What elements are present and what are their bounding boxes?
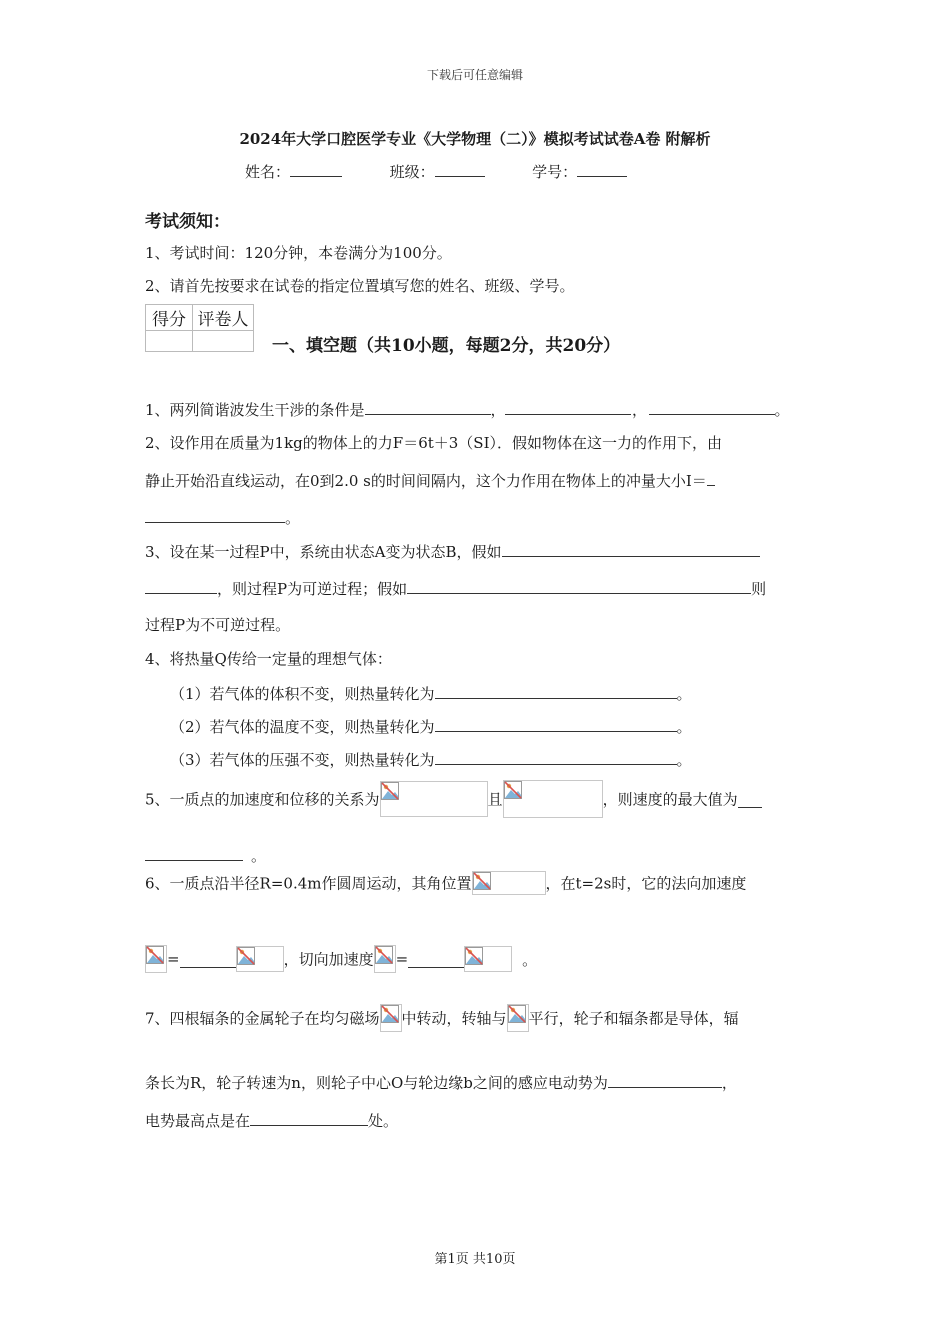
question-5-line-2: 。 bbox=[145, 844, 266, 866]
name-field[interactable] bbox=[290, 160, 342, 177]
q3-blank-2[interactable] bbox=[407, 577, 751, 594]
question-1 bbox=[145, 398, 790, 420]
normal-acceleration-icon bbox=[145, 945, 167, 973]
score-table bbox=[145, 304, 254, 352]
q2-blank-start[interactable] bbox=[707, 469, 715, 486]
q3-blank-1[interactable] bbox=[502, 540, 760, 557]
id-label: 学号： bbox=[532, 163, 578, 181]
q1-blank-2[interactable] bbox=[505, 398, 631, 415]
question-3-line-2: ，则过程P为可逆过程；假如 则 bbox=[145, 577, 766, 599]
question-3-line-1: 3、设在某一过程P中，系统由状态A变为状态B，假如 bbox=[145, 540, 760, 562]
q1-text: 1、两列简谐波发生干涉的条件是 bbox=[145, 401, 365, 419]
score-cell[interactable] bbox=[146, 331, 193, 352]
q3-blank-1-cont[interactable] bbox=[145, 577, 217, 594]
q4-blank-3[interactable] bbox=[435, 748, 677, 765]
class-label: 班级： bbox=[389, 163, 435, 181]
q6-blank-2[interactable] bbox=[408, 951, 464, 968]
formula-image-icon bbox=[464, 946, 512, 972]
q1-blank-3[interactable] bbox=[649, 398, 775, 415]
question-7-line-1: 7、四根辐条的金属轮子在均匀磁场 中转动，转轴与 平行，轮子和辐条都是导体，辐 bbox=[145, 1004, 739, 1032]
grader-header: 评卷人 bbox=[193, 305, 254, 331]
formula-image-icon bbox=[236, 946, 284, 972]
tangential-acceleration-icon bbox=[374, 945, 396, 973]
notice-title: 考试须知： bbox=[145, 212, 230, 232]
formula-image-icon bbox=[380, 781, 488, 817]
name-label: 姓名： bbox=[245, 163, 291, 181]
question-4-sub-3: （3）若气体的压强不变，则热量转化为 。 bbox=[170, 748, 692, 770]
question-5-line-1: 5、一质点的加速度和位移的关系为 且 ，则速度的最大值为 bbox=[145, 780, 762, 818]
q1-blank-1[interactable] bbox=[365, 398, 491, 415]
magnetic-field-icon bbox=[380, 1004, 402, 1032]
header-note: 下载后可任意编辑 bbox=[426, 68, 523, 82]
grader-cell[interactable] bbox=[193, 331, 254, 352]
formula-image-icon bbox=[472, 871, 546, 895]
question-2-line-3: 。 bbox=[145, 506, 300, 528]
question-4-sub-2: （2）若气体的温度不变，则热量转化为 。 bbox=[170, 715, 692, 737]
question-3-line-3: 过程P为不可逆过程。 bbox=[145, 616, 291, 634]
question-7-line-3: 电势最高点是在 处。 bbox=[145, 1109, 398, 1131]
q7-blank-1[interactable] bbox=[608, 1071, 722, 1088]
student-id-field[interactable] bbox=[577, 160, 627, 177]
notice-item: 2、请首先按要求在试卷的指定位置填写您的姓名、班级、学号。 bbox=[145, 277, 575, 295]
q5-blank[interactable] bbox=[145, 844, 243, 861]
question-6-line-1: 6、一质点沿半径R=0.4m作圆周运动，其角位置 ，在t=2s时，它的法向加速度 bbox=[145, 871, 746, 895]
document-title: 2024年大学口腔医学专业《大学物理（二）》模拟考试试卷A卷 附解析 bbox=[239, 130, 711, 148]
magnetic-field-icon bbox=[507, 1004, 529, 1032]
q6-blank-1[interactable] bbox=[180, 951, 236, 968]
q1-end: 。 bbox=[774, 401, 790, 419]
q1-sep: ， bbox=[632, 401, 648, 419]
q4-blank-1[interactable] bbox=[435, 682, 677, 699]
score-header: 得分 bbox=[146, 305, 193, 331]
q1-sep: ， bbox=[490, 401, 506, 419]
q7-blank-2[interactable] bbox=[250, 1109, 368, 1126]
question-4-intro: 4、将热量Q传给一定量的理想气体： bbox=[145, 650, 392, 668]
class-field[interactable] bbox=[435, 160, 485, 177]
q2-blank[interactable] bbox=[145, 506, 285, 523]
q5-blank-start[interactable] bbox=[738, 791, 762, 808]
formula-image-icon bbox=[503, 780, 603, 818]
q4-blank-2[interactable] bbox=[435, 715, 677, 732]
question-6-line-2: = ，切向加速度 = 。 bbox=[145, 945, 537, 973]
student-info-row bbox=[245, 160, 627, 182]
question-2-line-2: 静止开始沿直线运动，在0到2.0 s的时间间隔内，这个力作用在物体上的冲量大小I＝ bbox=[145, 469, 715, 491]
page-footer: 第1页 共10页 bbox=[434, 1252, 516, 1267]
question-2-line-1: 2、设作用在质量为1kg的物体上的力F＝6t＋3（SI）．假如物体在这一力的作用下，由 bbox=[145, 434, 723, 452]
notice-item: 1、考试时间：120分钟，本卷满分为100分。 bbox=[145, 244, 452, 262]
section-title: 一、填空题（共10小题，每题2分，共20分） bbox=[272, 336, 621, 356]
question-4-sub-1: （1）若气体的体积不变，则热量转化为 。 bbox=[170, 682, 692, 704]
question-7-line-2: 条长为R，轮子转速为n，则轮子中心O与轮边缘b之间的感应电动势为 ， bbox=[145, 1071, 737, 1093]
